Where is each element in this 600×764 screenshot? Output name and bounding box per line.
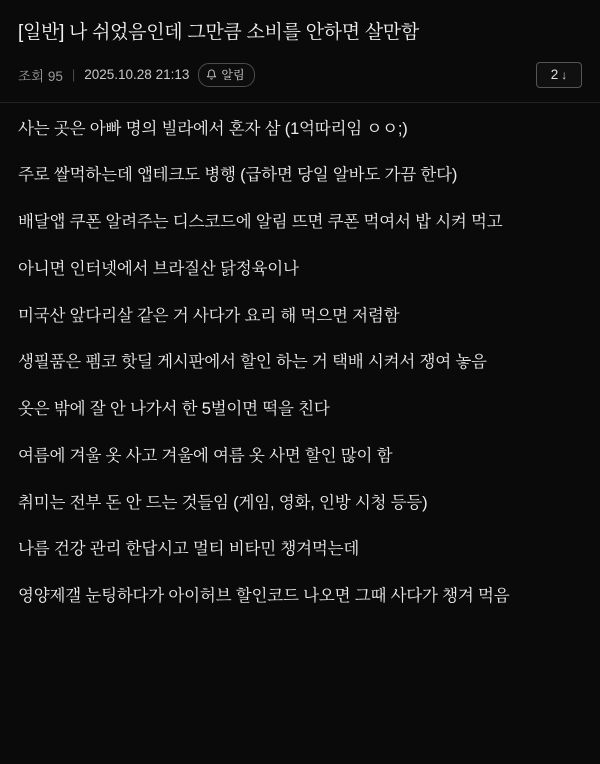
vote-count: 2 <box>550 67 559 83</box>
post-paragraph: 영양제갤 눈팅하다가 아이허브 할인코드 나오면 그때 사다가 챙겨 먹음 <box>18 587 510 606</box>
post-paragraph: 주로 쌀먹하는데 앱테크도 병행 (급하면 당일 알바도 가끔 한다) <box>18 166 458 185</box>
vote-button[interactable] <box>536 62 582 88</box>
post-paragraph: 미국산 앞다리살 같은 거 사다가 요리 해 먹으면 저렴함 <box>18 306 400 325</box>
post-date: 2025.10.28 21:13 <box>84 67 190 83</box>
bell-icon <box>206 69 217 80</box>
post-paragraph: 나름 건강 관리 한답시고 멀티 비타민 챙겨먹는데 <box>18 540 360 559</box>
post-paragraph: 여름에 겨울 옷 사고 겨울에 여름 옷 사면 할인 많이 함 <box>18 446 393 465</box>
alarm-label: 알림 <box>221 67 245 82</box>
post-meta-bar <box>0 52 600 103</box>
post-paragraph: 옷은 밖에 잘 안 나가서 한 5벌이면 떡을 친다 <box>18 400 330 419</box>
arrow-down-icon: ↓ <box>561 67 568 82</box>
post-paragraph: 생필품은 펨코 핫딜 게시판에서 할인 하는 거 택배 시켜서 쟁여 놓음 <box>18 353 487 372</box>
post-paragraph: 아니면 인터넷에서 브라질산 닭정육이나 <box>18 259 299 278</box>
meta-separator: | <box>71 67 76 83</box>
page-title: [일반] 나 쉬었음인데 그만큼 소비를 안하면 살만함 <box>18 22 419 43</box>
post-meta-left <box>18 63 536 87</box>
post-paragraph: 취미는 전부 돈 안 드는 것들임 (게임, 영화, 인방 시청 등등) <box>18 493 428 512</box>
post-paragraph: 사는 곳은 아빠 명의 빌라에서 혼자 삼 (1억따리임 ㅇㅇ;) <box>18 119 408 138</box>
view-count: 조회 95 <box>18 68 63 84</box>
post-paragraph: 배달앱 쿠폰 알려주는 디스코드에 알림 뜨면 쿠폰 먹여서 밥 시켜 먹고 <box>18 213 503 232</box>
post-body <box>0 103 600 609</box>
alarm-button[interactable] <box>198 63 254 87</box>
